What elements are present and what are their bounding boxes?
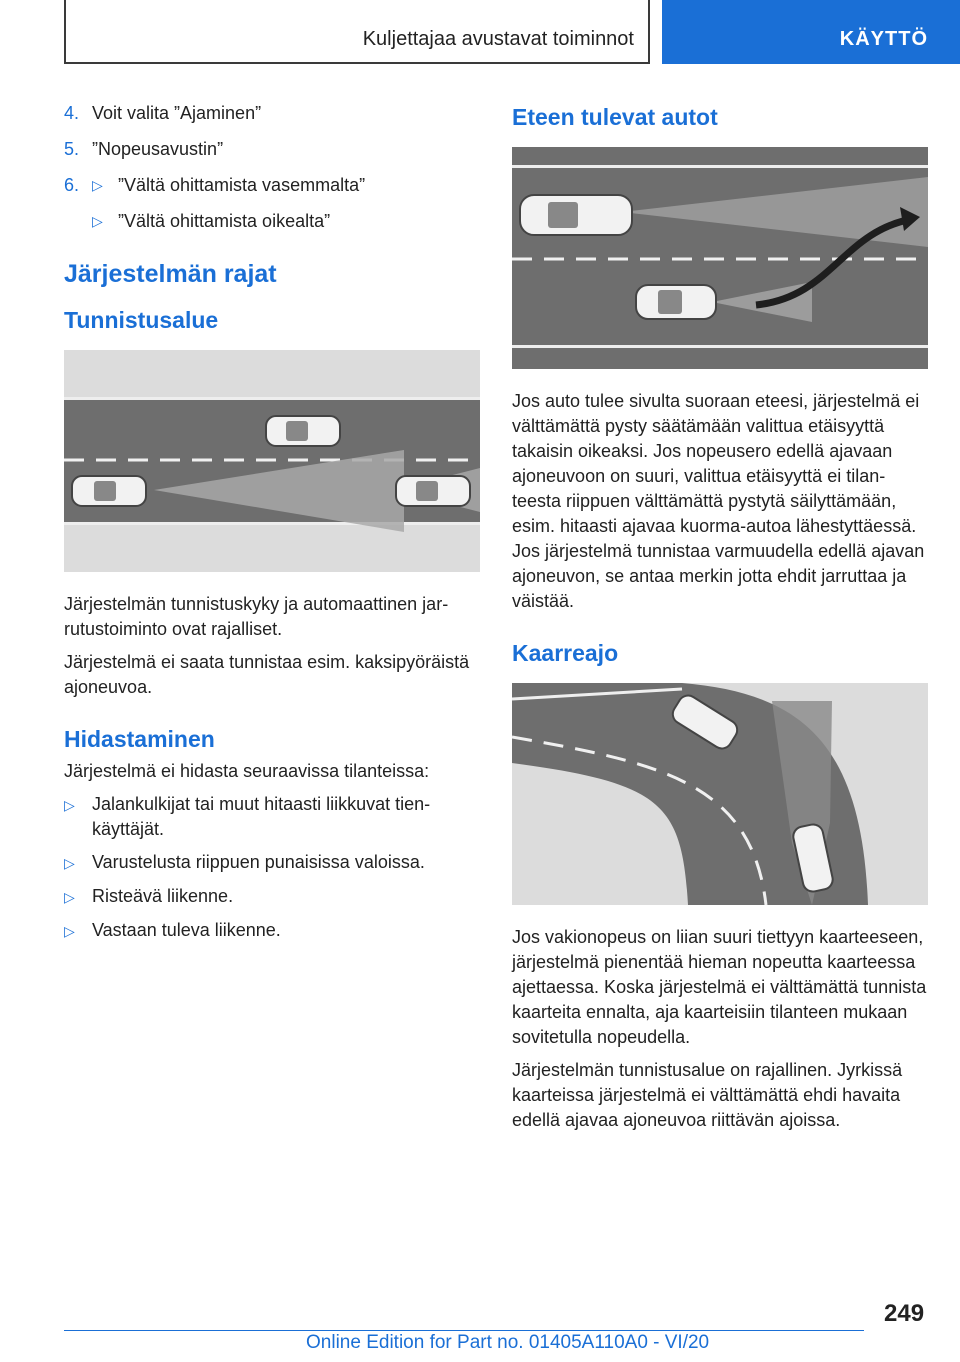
footer-edition: Online Edition for Part no. 01405A110A0 - VI/20 (306, 1332, 710, 1353)
paragraph: Järjestelmän tunnistuskyky ja automaattinen jarrutustoiminto ovat rajalliset. (64, 594, 449, 639)
list-item-text: Varustelusta riippuen punaisissa valoissa. (92, 852, 425, 872)
paragraph: Järjestelmä ei hidasta seuraavissa tilanteissa: (64, 761, 430, 781)
paragraph: Jos auto tulee sivulta suoraan eteesi, järjestelmä ei välttämättä pysty säätämään valittua etäisyyttä takaisin oikeaksi. Jos nopeusero edellä ajavaan ajoneuvoon on suuri, valittua etäisyyttä ei tilanteesta riippuen välttämättä pystytä säilyttämään, esim. hitaasti ajavaa kuorma-autoa lähestyttäessä. Jos järjestelmä tunnistaa varmuudella edellä ajavan ajoneuvon, se antaa merkin jotta ehdit jarruttaa ja väistää. (512, 391, 925, 611)
step-sub-item (92, 208, 480, 234)
sub-item-text: ”Vältä ohittamista oikealta” (118, 211, 331, 231)
heading-detection-range: Tunnistusalue (64, 307, 219, 333)
cornering-illustration (512, 683, 928, 905)
list-item (64, 850, 480, 876)
car-ego-icon (72, 476, 146, 506)
heading-vehicles-cutting-in: Eteen tulevat autot (512, 104, 718, 130)
right-column (512, 100, 928, 1141)
triangle-right-icon: ▷ (92, 213, 103, 229)
heading-system-limits: Järjestelmän rajat (64, 260, 277, 288)
step-text: ”Vältä ohittamista vasemmalta” (118, 175, 366, 195)
list-item (64, 918, 480, 944)
triangle-right-icon: ▷ (64, 797, 75, 813)
car-ahead-icon (266, 416, 340, 446)
car-ahead-icon (520, 195, 632, 235)
car-ahead-icon (396, 476, 470, 506)
heading-cornering: Kaarreajo (512, 640, 619, 666)
list-item-text: Vastaan tuleva liikenne. (92, 920, 281, 940)
figure-cornering (512, 683, 928, 905)
list-item-text: Jalankulkijat tai muut hitaasti liikkuvat tienkäyttäjät. (92, 794, 431, 839)
footer-divider (64, 1330, 864, 1331)
step-item-4 (64, 100, 480, 126)
detection-range-illustration (64, 350, 480, 572)
triangle-right-icon: ▷ (64, 855, 75, 871)
triangle-right-icon: ▷ (92, 177, 103, 193)
triangle-right-icon: ▷ (64, 889, 75, 905)
step-item-6 (64, 172, 480, 198)
paragraph: Järjestelmän tunnistusalue on rajallinen. Jyrkissä kaarteissa järjestelmä ei välttämättä ehdi havaita edellä ajavaa ajoneuvoa riittävän ajoissa. (512, 1060, 903, 1130)
chapter-tab (662, 0, 960, 64)
step-item-5 (64, 136, 480, 162)
step-number: 6. (64, 175, 80, 195)
page-number: 249 (884, 1300, 925, 1327)
cut-in-illustration (512, 147, 928, 369)
figure-cut-in (512, 147, 928, 369)
chapter-tab-label: KÄYTTÖ (839, 28, 928, 50)
header-box (64, 0, 650, 64)
left-column (64, 100, 480, 952)
triangle-right-icon: ▷ (64, 923, 75, 939)
paragraph: Järjestelmä ei saata tunnistaa esim. kaksipyöräistä ajoneuvoa. (64, 652, 470, 697)
step-number: 4. (64, 103, 80, 123)
list-item (64, 792, 480, 842)
step-text: Voit valita ”Ajaminen” (92, 103, 262, 123)
heading-deceleration: Hidastaminen (64, 726, 215, 752)
figure-detection-range (64, 350, 480, 572)
list-item (64, 884, 480, 910)
car-cutting-in-icon (636, 285, 716, 319)
section-title: Kuljettajaa avustavat toiminnot (362, 28, 634, 50)
step-number: 5. (64, 139, 80, 159)
paragraph: Jos vakionopeus on liian suuri tiettyyn kaarteeseen, järjestelmä pienentää hieman nopeutta kaarteessa ajettaessa. Koska järjestelmä ei välttämättä tunnista kaarteita ennalta, aja kaarteisiin tilanteen mukaan sovitetulla nopeudella. (512, 927, 927, 1047)
list-item-text: Risteävä liikenne. (92, 886, 234, 906)
step-text: ”Nopeusavustin” (92, 139, 224, 159)
